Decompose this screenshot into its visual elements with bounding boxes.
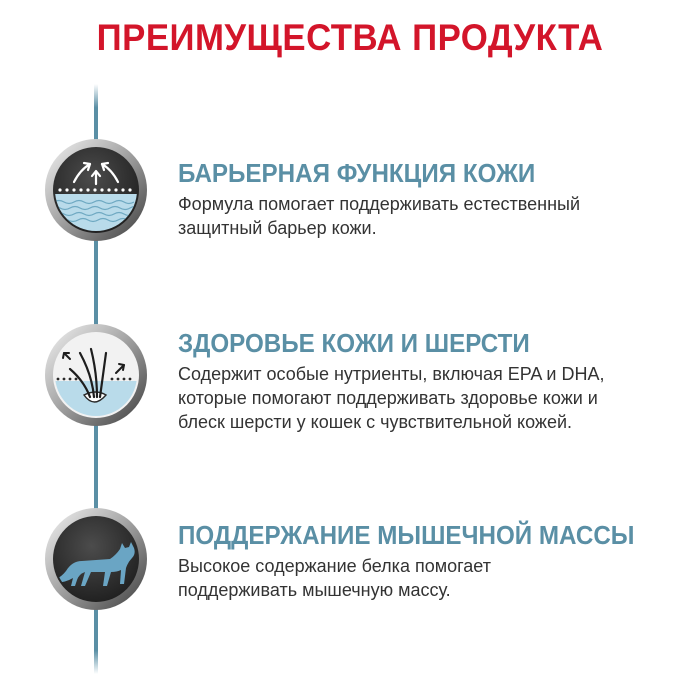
skin-barrier-icon xyxy=(44,138,148,242)
description-line: Содержит особые нутриенты, включая EPA и DHA, xyxy=(178,364,605,384)
benefit-title-skin-barrier: БАРЬЕРНАЯ ФУНКЦИЯ КОЖИ xyxy=(178,158,536,188)
page-title: ПРЕИМУЩЕСТВА ПРОДУКТА xyxy=(96,17,604,58)
benefit-description-skin-and-hair xyxy=(178,362,678,434)
benefit-title-skin-and-hair: ЗДОРОВЬЕ КОЖИ И ШЕРСТИ xyxy=(178,328,530,358)
description-line: блеск шерсти у кошек с чувствительной кожей. xyxy=(178,412,573,432)
benefit-title-muscle-mass: ПОДДЕРЖАНИЕ МЫШЕЧНОЙ МАССЫ xyxy=(178,520,635,550)
description-line: поддерживать мышечную массу. xyxy=(178,580,451,600)
cat-silhouette-icon xyxy=(44,507,148,611)
benefit-description-muscle-mass xyxy=(178,554,678,602)
description-line: защитный барьер кожи. xyxy=(178,218,377,238)
description-line: Высокое содержание белка помогает xyxy=(178,556,491,576)
description-line: которые помогают поддерживать здоровье кожи и xyxy=(178,388,598,408)
benefit-description-skin-barrier xyxy=(178,192,678,240)
description-line: Формула помогает поддерживать естественный xyxy=(178,194,581,214)
skin-and-hair-icon xyxy=(44,323,148,427)
